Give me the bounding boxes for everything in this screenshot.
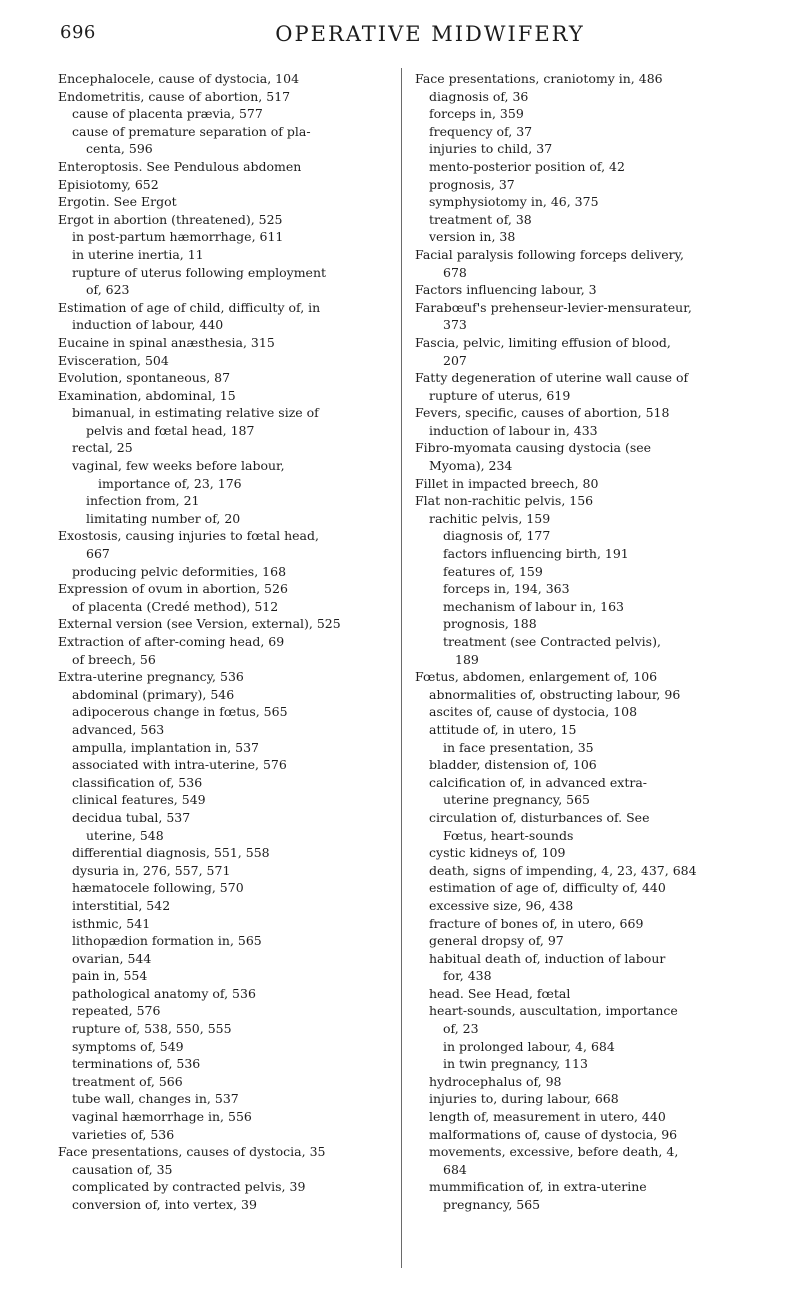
index-entry: calcification of, in advanced extra-	[429, 774, 647, 790]
index-entry: associated with intra-uterine, 576	[72, 757, 287, 773]
index-entry: 684	[443, 1161, 467, 1177]
index-entry: treatment of, 566	[72, 1073, 183, 1089]
index-entry: fracture of bones of, in utero, 669	[429, 915, 644, 931]
page-number: 696	[60, 22, 96, 43]
index-entry: cause of premature separation of pla-	[72, 123, 311, 139]
index-entry: for, 438	[443, 968, 492, 984]
index-entry: length of, measurement in utero, 440	[429, 1109, 666, 1125]
index-entry: 678	[443, 264, 467, 280]
index-entry: death, signs of impending, 4, 23, 437, 684	[429, 862, 697, 878]
index-entry: 373	[443, 317, 467, 333]
index-entry: mento-posterior position of, 42	[429, 158, 625, 174]
index-entry: heart-sounds, auscultation, importance	[429, 1003, 678, 1019]
index-entry: pregnancy, 565	[443, 1197, 541, 1212]
index-entry: uterine, 548	[86, 827, 164, 843]
index-entry: excessive size, 96, 438	[429, 897, 574, 913]
index-entry: movements, excessive, before death, 4,	[429, 1144, 679, 1160]
index-entry: prognosis, 188	[443, 616, 537, 632]
index-entry: Myoma), 234	[429, 458, 513, 474]
index-entry: treatment of, 38	[429, 211, 532, 227]
index-entry: Fillet in impacted breech, 80	[415, 475, 599, 491]
index-entry: terminations of, 536	[72, 1056, 201, 1072]
index-entry: Fascia, pelvic, limiting effusion of blood,	[415, 334, 671, 350]
index-entry: Estimation of age of child, difficulty of, in	[58, 299, 321, 315]
index-entry: injuries to child, 37	[429, 141, 553, 157]
index-entry: in prolonged labour, 4, 684	[443, 1038, 615, 1054]
index-entry: ascites of, cause of dystocia, 108	[429, 704, 638, 720]
index-entry: 207	[443, 352, 467, 368]
index-entry: Fibro-myomata causing dystocia (see	[415, 440, 652, 456]
index-entry: isthmic, 541	[72, 915, 151, 931]
index-entry: producing pelvic deformities, 168	[72, 563, 287, 579]
index-entry: Episiotomy, 652	[58, 176, 159, 192]
index-entry: circulation of, disturbances of. See	[429, 809, 650, 825]
index-entry: classification of, 536	[72, 774, 203, 790]
index-entry: features of, 159	[443, 563, 543, 579]
index-entry: clinical features, 549	[72, 792, 206, 808]
index-entry: Endometritis, cause of abortion, 517	[58, 88, 291, 104]
index-entry: conversion of, into vertex, 39	[72, 1197, 257, 1212]
index-entry: repeated, 576	[72, 1003, 161, 1019]
index-entry: Ergot in abortion (threatened), 525	[58, 211, 283, 227]
index-entry: ampulla, implantation in, 537	[72, 739, 260, 755]
index-entry: tube wall, changes in, 537	[72, 1091, 239, 1107]
index-entry: rupture of uterus, 619	[429, 387, 571, 403]
index-entry: importance of, 23, 176	[98, 475, 242, 491]
index-entry: Eucaine in spinal anæsthesia, 315	[58, 334, 275, 350]
index-entry: Fevers, specific, causes of abortion, 518	[415, 405, 670, 421]
index-entry: Ergotin. See Ergot	[58, 194, 177, 210]
index-entry: advanced, 563	[72, 721, 165, 737]
index-entry: Fœtus, heart-sounds	[443, 827, 574, 843]
index-entry: pathological anatomy of, 536	[72, 985, 256, 1001]
index-entry: of, 23	[443, 1021, 479, 1037]
index-entry: Extra-uterine pregnancy, 536	[58, 669, 244, 685]
running-title: OPERATIVE MIDWIFERY	[275, 22, 585, 46]
index-entry: rupture of, 538, 550, 555	[72, 1021, 232, 1037]
index-entry: Face presentations, craniotomy in, 486	[415, 71, 663, 86]
index-entry: Evisceration, 504	[58, 352, 169, 368]
index-entry: in twin pregnancy, 113	[443, 1056, 588, 1072]
index-entry: Examination, abdominal, 15	[58, 387, 236, 403]
index-entry: symptoms of, 549	[72, 1038, 184, 1054]
index-entry: vaginal hæmorrhage in, 556	[72, 1109, 252, 1125]
index-entry: diagnosis of, 177	[443, 528, 551, 544]
index-entry: Flat non-rachitic pelvis, 156	[415, 493, 594, 509]
index-entry: estimation of age of, difficulty of, 440	[429, 880, 666, 896]
index-entry: 189	[455, 651, 479, 667]
index-entry: rupture of uterus following employment	[72, 264, 327, 280]
index-entry: cystic kidneys of, 109	[429, 845, 566, 861]
index-entry: injuries to, during labour, 668	[429, 1091, 619, 1107]
index-entry: of placenta (Credé method), 512	[72, 598, 279, 614]
index-column-left	[58, 70, 403, 1214]
index-entry: in uterine inertia, 11	[72, 246, 204, 262]
index-entry: Facial paralysis following forceps delivery,	[415, 246, 684, 262]
index-entry: treatment (see Contracted pelvis),	[443, 634, 661, 649]
index-entry: abdominal (primary), 546	[72, 686, 235, 702]
index-entry: forceps in, 359	[429, 106, 524, 122]
index-entry: Factors influencing labour, 3	[415, 282, 597, 298]
index-entry: induction of labour, 440	[72, 317, 224, 333]
index-entry: dysuria in, 276, 557, 571	[72, 862, 231, 878]
index-entry: differential diagnosis, 551, 558	[72, 845, 270, 861]
index-entry: version in, 38	[429, 229, 516, 245]
index-entry: Extraction of after-coming head, 69	[58, 634, 285, 649]
index-entry: 667	[86, 546, 110, 562]
index-entry: abnormalities of, obstructing labour, 96	[429, 686, 681, 702]
index-entry: of breech, 56	[72, 651, 156, 667]
index-entry: Fœtus, abdomen, enlargement of, 106	[415, 669, 658, 685]
index-entry: general dropsy of, 97	[429, 933, 564, 949]
index-entry: Face presentations, causes of dystocia, 35	[58, 1144, 326, 1160]
index-entry: pain in, 554	[72, 968, 148, 984]
index-entry: Enteroptosis. See Pendulous abdomen	[58, 158, 302, 174]
index-entry: malformations of, cause of dystocia, 96	[429, 1126, 678, 1142]
index-entry: habitual death of, induction of labour	[429, 950, 666, 966]
index-entry: in face presentation, 35	[443, 739, 594, 755]
index-entry: attitude of, in utero, 15	[429, 721, 577, 737]
index-entry: induction of labour in, 433	[429, 422, 598, 438]
index-entry: in post-partum hæmorrhage, 611	[72, 229, 284, 245]
index-entry: interstitial, 542	[72, 897, 171, 913]
index-entry: forceps in, 194, 363	[443, 581, 570, 597]
index-entry: hæmatocele following, 570	[72, 880, 244, 896]
index-entry: symphysiotomy in, 46, 375	[429, 194, 599, 210]
index-entry: Encephalocele, cause of dystocia, 104	[58, 71, 300, 86]
index-entry: Exostosis, causing injuries to fœtal head,	[58, 528, 319, 544]
index-column-right	[415, 70, 760, 1214]
index-entry: complicated by contracted pelvis, 39	[72, 1179, 306, 1195]
index-entry: Evolution, spontaneous, 87	[58, 370, 231, 386]
index-entry: prognosis, 37	[429, 176, 515, 192]
page-header	[60, 22, 800, 62]
index-entry: factors influencing birth, 191	[443, 546, 629, 562]
index-entry: adipocerous change in fœtus, 565	[72, 704, 288, 720]
index-entry: causation of, 35	[72, 1161, 173, 1177]
index-entry: vaginal, few weeks before labour,	[72, 458, 285, 474]
index-entry: uterine pregnancy, 565	[443, 792, 591, 808]
index-entry: mechanism of labour in, 163	[443, 598, 624, 614]
index-entry: hydrocephalus of, 98	[429, 1073, 562, 1089]
index-entry: diagnosis of, 36	[429, 88, 529, 104]
index-entry: rectal, 25	[72, 440, 133, 456]
index-entry: bimanual, in estimating relative size of	[72, 405, 319, 421]
index-entry: lithopædion formation in, 565	[72, 933, 262, 949]
index-entry: head. See Head, fœtal	[429, 985, 571, 1001]
index-entry: decidua tubal, 537	[72, 809, 191, 825]
index-entry: Expression of ovum in abortion, 526	[58, 581, 288, 597]
index-entry: pelvis and fœtal head, 187	[86, 422, 255, 438]
index-entry: limitating number of, 20	[86, 510, 241, 526]
index-entry: rachitic pelvis, 159	[429, 510, 551, 526]
index-entry: frequency of, 37	[429, 123, 533, 139]
index-entry: ovarian, 544	[72, 950, 152, 966]
index-entry: Fatty degeneration of uterine wall cause of	[415, 370, 689, 386]
index-entry: infection from, 21	[86, 493, 200, 509]
index-entry: External version (see Version, external), 525	[58, 616, 341, 632]
index-entry: varieties of, 536	[72, 1126, 175, 1142]
index-entry: of, 623	[86, 282, 130, 298]
index-entry: Farabœuf's prehenseur-levier-mensurateur,	[415, 299, 692, 315]
index-entry: cause of placenta prævia, 577	[72, 106, 263, 122]
index-entry: mummification of, in extra-uterine	[429, 1179, 647, 1195]
index-entry: centa, 596	[86, 141, 153, 157]
index-entry: bladder, distension of, 106	[429, 757, 597, 773]
